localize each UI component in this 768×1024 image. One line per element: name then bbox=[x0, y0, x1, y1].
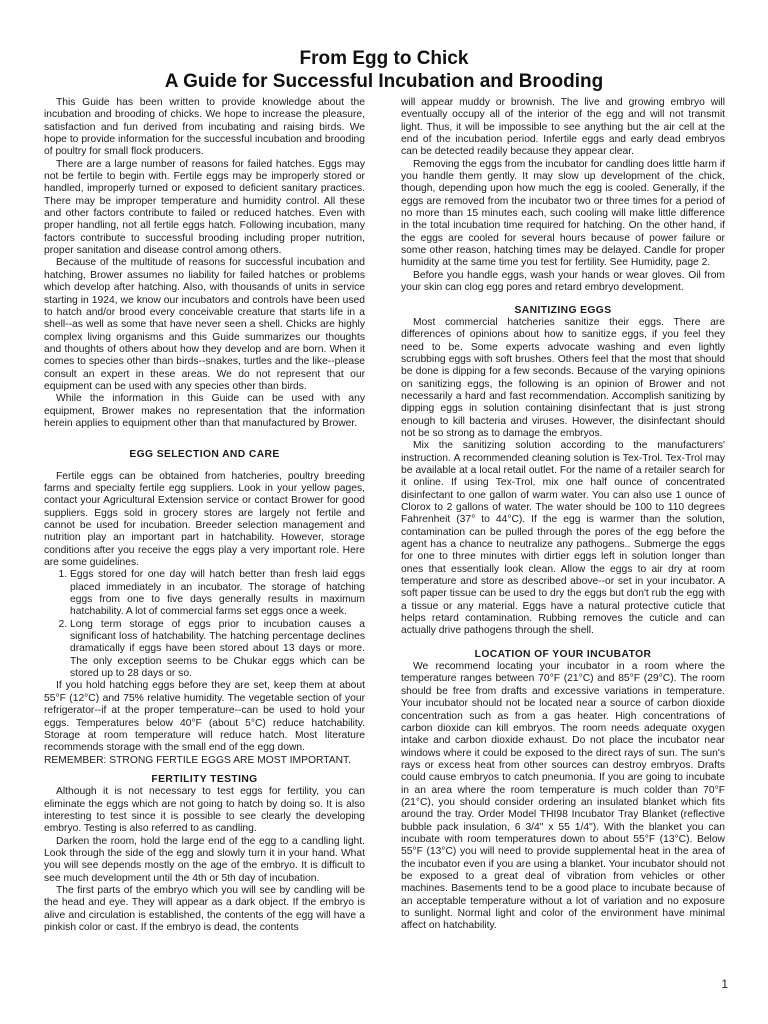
candling-paragraph: Removing the eggs from the incubator for candling does little harm if you handle them gently. It may slow up development of the chick, though, depending upon how much the egg is cooled. Generally, if the eggs are removed from the incubator two or three times for a period of no more than 15 minutes each, such cooling will make little difference in the total incubation time required for hatching. On the other hand, if the eggs are cooled for several hours because of power failure or some other reason, hatching times may be delayed. Candle for proper humidity at the same time you test for fertility. See Humidity, page 2. bbox=[401, 158, 725, 269]
section-heading-egg-selection: EGG SELECTION AND CARE bbox=[129, 449, 280, 461]
page-number: 1 bbox=[721, 977, 728, 991]
section-heading-sanitizing-eggs: SANITIZING EGGS bbox=[514, 304, 612, 316]
egg-paragraph: Fertile eggs can be obtained from hatcheries, poultry breeding farms and specialty fertile egg suppliers. Look in your yellow pages, contact your Agricultural Extension service or contact Brower for good suppliers. Eggs sold in grocery stores are largely not fertile and cannot be used for incubation. Breeder selection management and nutrition play an important part in hatchability. However, storage conditions after you receive the eggs play a very important role. Here are some guidelines. bbox=[44, 470, 365, 569]
sanitizing-paragraph: Most commercial hatcheries sanitize their eggs. There are differences of opinions about how to sanitize eggs, if you feel they need to be. Some experts advocate washing and even lightly scrubbing eggs with soft brushes. Others feel that the most that should be done is dipping for a few seconds. Because of the varying opinions on sanitizing eggs, the following is an opinion of Brower and not necessarily a hard and fast recommendation. Accomplish sanitizing by dipping eggs in solution containing disinfectant that is just strong enough to kill bacteria and viruses. However, the disinfectant should not be so strong as to damage the embryos. bbox=[401, 316, 725, 439]
fertility-paragraph: The first parts of the embryo which you will see by candling will be the head and eye. They will appear as a dark object. If the embryo is alive and circulation is established, the contents of the egg will have a pinkish color or cast. If the embryo is dead, the contents bbox=[44, 884, 365, 933]
egg-paragraph: If you hold hatching eggs before they are set, keep them at about 55°F (12°C) and 75% relative humidity. The vegetable section of your refrigerator--if at the proper temperature--can be used to hold your eggs. Temperatures below 40°F (about 5°C) reduce hatchability. Storage at room temperature will reduce hatch. Most literature recommends storage with the small end of the egg down. bbox=[44, 680, 365, 754]
list-item: 1. Eggs stored for one day will hatch better than fresh laid eggs placed immediately in an incubator. The storage of hatching eggs from one to five days generally results in maximum hatchability. A lot of commercial farms set eggs once a week. bbox=[70, 569, 365, 618]
right-column bbox=[401, 97, 725, 959]
egg-reminder: REMEMBER: STRONG FERTILE EGGS ARE MOST IMPORTANT. bbox=[44, 754, 352, 766]
intro-paragraph: Because of the multitude of reasons for successful incubation and hatching, Brower assumes no liability for failed hatches or problems which develop after hatching. Also, with thousands of units in service starting in 1924, we know our incubators and controls have been used to hatch and/or brood every conceivable creature that starts life in a shell--as well as some that have never seen a shell. Chicks are highly complex living organisms and this Guide summarizes our thoughts and thoughts of others about how they develop and are born. When it comes to species other than birds--snakes, turtles and the like--please consult an expert in these areas. We do not represent that our equipment can be used with any species other than birds. bbox=[44, 257, 365, 392]
list-item: 2. Long term storage of eggs prior to incubation causes a significant loss of hatchability. The hatching percentage declines dramatically if eggs have been stored about 13 days or more. The only exception seems to be Chukar eggs which can be stored up to 28 days or so. bbox=[70, 619, 365, 681]
fertility-paragraph: Darken the room, hold the large end of the egg to a candling light. Look through the side of the egg and slowly turn it in your hand. What you will see depends mostly on the age of the embryo. It is difficult to see much development until the 4th or 5th day of incubation. bbox=[44, 835, 365, 884]
location-paragraph: We recommend locating your incubator in a room where the temperature ranges between 70°F (21°C) and 85°F (29°C). The room should be free from drafts and excessive variations in temperature. Your incubator should not be located near a source of carbon dioxide concentration such as from a gas heater. High concentrations of carbon dioxide can kill embryos. The room needs adequate oxygen intake and carbon dioxide exhaust. Do not place the incubator near windows where it could be exposed to the direct rays of sun. The sun's rays or excess heat from other sources can destroy embryos. Drafts could cause embryos to catch pneumonia. If you are going to incubate in an area where the room temperature is much colder than 70°F (21°C), you should consider ordering an insulated blanket which fits around the tray. Order Model THI98 Incubator Tray Blanket (reflective bubble pack insulation, 6 3/4" x 55 1/4"). With the blanket you can incubate with room temperatures down to about 55°F (13°C). Below 55°F (13°C) you will need to provide supplemental heat in the area of the incubator even if you are using a blanket. Your incubator should not be exposed to a great deal of vibration from vehicles or other machines. Basements tend to be a good place to incubate because of an acceptable temperature without a lot of variation and no exposure to sunlight. Normal light and color of the environment have minimal affect on hatchability. bbox=[401, 661, 725, 932]
section-heading-fertility-testing: FERTILITY TESTING bbox=[151, 773, 258, 785]
document-title: From Egg to Chick bbox=[299, 48, 469, 69]
egg-guidelines-list bbox=[44, 569, 365, 680]
candling-continued-paragraph: will appear muddy or brownish. The live and growing embryo will eventually occupy all of the interior of the egg and will not transmit light. Thus, it will be impossible to see anything but the air cell at the end of the incubation period. Infertile eggs and early dead embryos can be detected readily because they appear clear. bbox=[401, 97, 725, 158]
candling-paragraph: Before you handle eggs, wash your hands or wear gloves. Oil from your skin can clog egg pores and retard embryo development. bbox=[401, 269, 725, 294]
intro-paragraph: This Guide has been written to provide knowledge about the incubation and brooding of chicks. We hope to increase the pleasure, satisfaction and fun derived from incubating and raising birds. We hope to provide information for the successful incubation and brooding of poultry for small flock producers. bbox=[44, 97, 365, 158]
fertility-paragraph: Although it is not necessary to test eggs for fertility, you can eliminate the eggs which are not going to hatch by doing so. It is also interesting to test since it is possible to see clearly the developing embryo. Testing is also referred to as candling. bbox=[44, 786, 365, 835]
intro-paragraph: There are a large number of reasons for failed hatches. Eggs may not be fertile to begin with. Fertile eggs may be improperly stored or handled, improperly turned or exposed to deficient sanitary practices. There may be improper temperature and humidity control. All these and other factors contribute to failed or reduced hatches. Even with proper handling, not all fertile eggs hatch. Following incubation, many factors contribute to successful brooding including proper nutrition, proper sanitation and disease control among others. bbox=[44, 158, 365, 257]
section-heading-incubator-location: LOCATION OF YOUR INCUBATOR bbox=[474, 648, 652, 660]
left-column bbox=[44, 97, 365, 977]
sanitizing-paragraph: Mix the sanitizing solution according to the manufacturers' instruction. A recommended cleaning solution is Tex-Trol. Tex-Trol may be available at a local retail outlet. For the name of a retailer search for it online. If using Tex-Trol, mix one half ounce of concentrated disinfectant to one gallon of warm water. You can also use 1 ounce of Clorox to 2 gallons of water. The water should be 100 to 110 degrees Fahrenheit (37° to 44°C). If the egg is warmer than the solution, contamination can be pulled through the pores of the egg before the agent has a chance to neutralize any pathogens.. Submerge the eggs for one to three minutes with dirtier eggs left in solution longer than ones that essentially look clean. Allow the eggs to air dry at room temperature and store as described above--or set in your incubator. A soft paper tissue can be used to dry the eggs but don't rub the egg with a tissue or any material. Eggs have a natural protective cuticle that helps retard contamination. Rubbing removes the cuticle and can actually drive pathogens through the shell. bbox=[401, 440, 725, 637]
document-subtitle: A Guide for Successful Incubation and Brooding bbox=[164, 71, 604, 92]
intro-paragraph: While the information in this Guide can be used with any equipment, Brower makes no representation that the information herein applies to equipment other than that manufactured by Brower. bbox=[44, 393, 365, 429]
